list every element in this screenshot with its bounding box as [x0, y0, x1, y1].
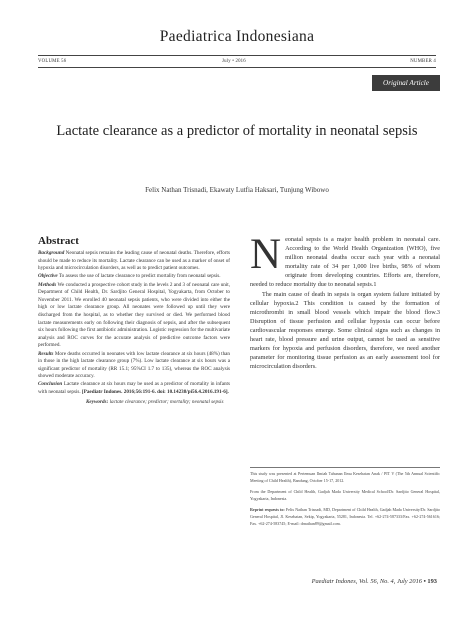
objective-label: Objective	[38, 273, 58, 280]
footnote-reprint	[250, 507, 440, 527]
abstract-results	[38, 351, 230, 381]
article-title: Lactate clearance as a predictor of mortality in neonatal sepsis	[56, 123, 418, 139]
page-number: • 193	[423, 578, 437, 585]
reprint-label: Reprint requests to:	[250, 507, 285, 513]
methods-label: Methods	[38, 281, 57, 288]
article-type-badge: Original Article	[372, 75, 440, 91]
abstract-heading: Abstract	[38, 235, 79, 247]
background-text: Neonatal sepsis remains the leading cause of neonatal deaths. Therefore, efforts should be made to reduce its mortality. Lactate clearance can be used as a marker of onset of hypoxia and microcirculation disorders, as well as to predict patient outcomes.	[38, 250, 230, 272]
citation: [Paediatr Indones. 2016;56:191-6. doi: 10.14238/pi56.4.2016.191-6].	[82, 389, 229, 396]
journal-title: Paediatrica Indonesiana	[159, 28, 315, 45]
author-list: Felix Nathan Trisnadi, Ekawaty Lutfia Haksari, Tunjung Wibowo	[145, 186, 329, 194]
objective-text: To assess the use of lactate clearance to predict mortality from neonatal sepsis.	[58, 273, 221, 280]
background-label: Background	[38, 250, 65, 256]
intro-paragraph-1	[250, 231, 440, 289]
footnote-rule	[250, 467, 440, 468]
abstract-background	[38, 250, 230, 273]
abstract-conclusion	[38, 381, 230, 396]
issue-date: July • 2016	[222, 59, 246, 64]
drop-cap: N	[250, 231, 282, 278]
abstract-column	[38, 235, 230, 406]
intro-text-1: eonatal sepsis is a major health problem in neonatal care. According to the World Health Organization (WHO), five million neonatal deaths occur each year with a neonatal mortality rate of 34 per 1,000 live births, 98% of whom originate from developing countries. Efforts are, therefore, needed to reduce mortality due to neonatal sepsis.1	[250, 236, 440, 288]
number-label: NUMBER 4	[410, 59, 436, 64]
body-column	[250, 231, 440, 371]
footnote-affiliation: From the Department of Child Health, Gadjah Mada University Medical School/Dr. Sardjito General Hospital, Yogyakarta, Indonesia.	[250, 489, 440, 501]
abstract-methods	[38, 282, 230, 350]
abstract-objective	[38, 273, 230, 281]
conclusion-text: Lactate clearance at six hours may be used as a predictor of mortality in infants with neonatal sepsis.	[38, 381, 230, 396]
header-rule-bottom	[38, 67, 436, 68]
results-text: More deaths occurred in neonates with low lactate clearance at six hours (48%) than in those in the high lactate clearance group (7%). Low lactate clearance at six hours was a significant predictor of mortality (RR 15.1; 95%CI 1.7 to 135), whereas the ROC analysis showed moderate accuracy.	[38, 350, 230, 380]
footer-citation: Paediatr Indones, Vol. 56, No. 4, July 2016	[311, 578, 422, 585]
intro-paragraph-2: The main cause of death in sepsis is organ system failure initiated by cellular hypoxia.2 This condition is caused by the formation of microthrombi in small blood vessels which impair the blood flow.3 Disruption of tissue perfusion and cellular hypoxia can occur before cardiovascular responses emerge. Some clinical signs such as changes in heart rate, blood pressure and urine output, cannot be used as sensitive markers for hypoxia and perfusion disorders, therefore, we need another parameter for monitoring tissue perfusion as an early assessment tool for microcirculation disorders.	[250, 291, 440, 370]
results-label: Results	[38, 350, 54, 357]
keywords-text: lactate clearance; predictor; mortality; neonatal sepsis	[109, 398, 224, 405]
reprint-text: Felix Nathan Trisnadi, MD, Department of Child Health, Gadjah Mada University/Dr. Sardjito General Hospital, Jl. Kesehatan, Sekip, Yogyakarta, 55281, Indonesia. Tel. +62-274-587333/Fax. +62-274-561616; Fax. +62-274-583745; E-mail: drnathan89@gmail.com.	[250, 507, 441, 526]
conclusion-label: Conclusion	[38, 381, 63, 388]
header-rule-top	[38, 55, 436, 56]
keywords-label: Keywords:	[86, 398, 109, 405]
methods-text: We conducted a prospective cohort study in the levels 2 and 3 of neonatal care unit, Department of Child Health, Dr. Sardjito General Hospital, Yogyakarta, from October to November 2011. We enrolled 40 neonatal sepsis patients, who were divided into either the high or low lactate clearance group. All neonates were followed up until they were discharged from the hospital, as to whether they survived or died. We performed blood lactate measurements early on following their diagnosis of sepsis, and after the subsequent six hours following the first antibiotic administration. Logistic regression for the multivariate analysis and ROC curves for the accurate analysis of predictive outcome factors were performed.	[38, 281, 230, 349]
keywords	[86, 399, 230, 407]
volume-label: VOLUME 56	[38, 59, 67, 64]
page-footer	[312, 578, 437, 585]
footnotes	[250, 471, 440, 532]
footnote-presented: This study was presented at Pertemuan Ilmiah Tahunan Ilmu Kesehatan Anak / PIT V (The 5th Annual Scientific Meeting of Child Health), Bandung, October 15-17, 2012.	[250, 471, 440, 483]
